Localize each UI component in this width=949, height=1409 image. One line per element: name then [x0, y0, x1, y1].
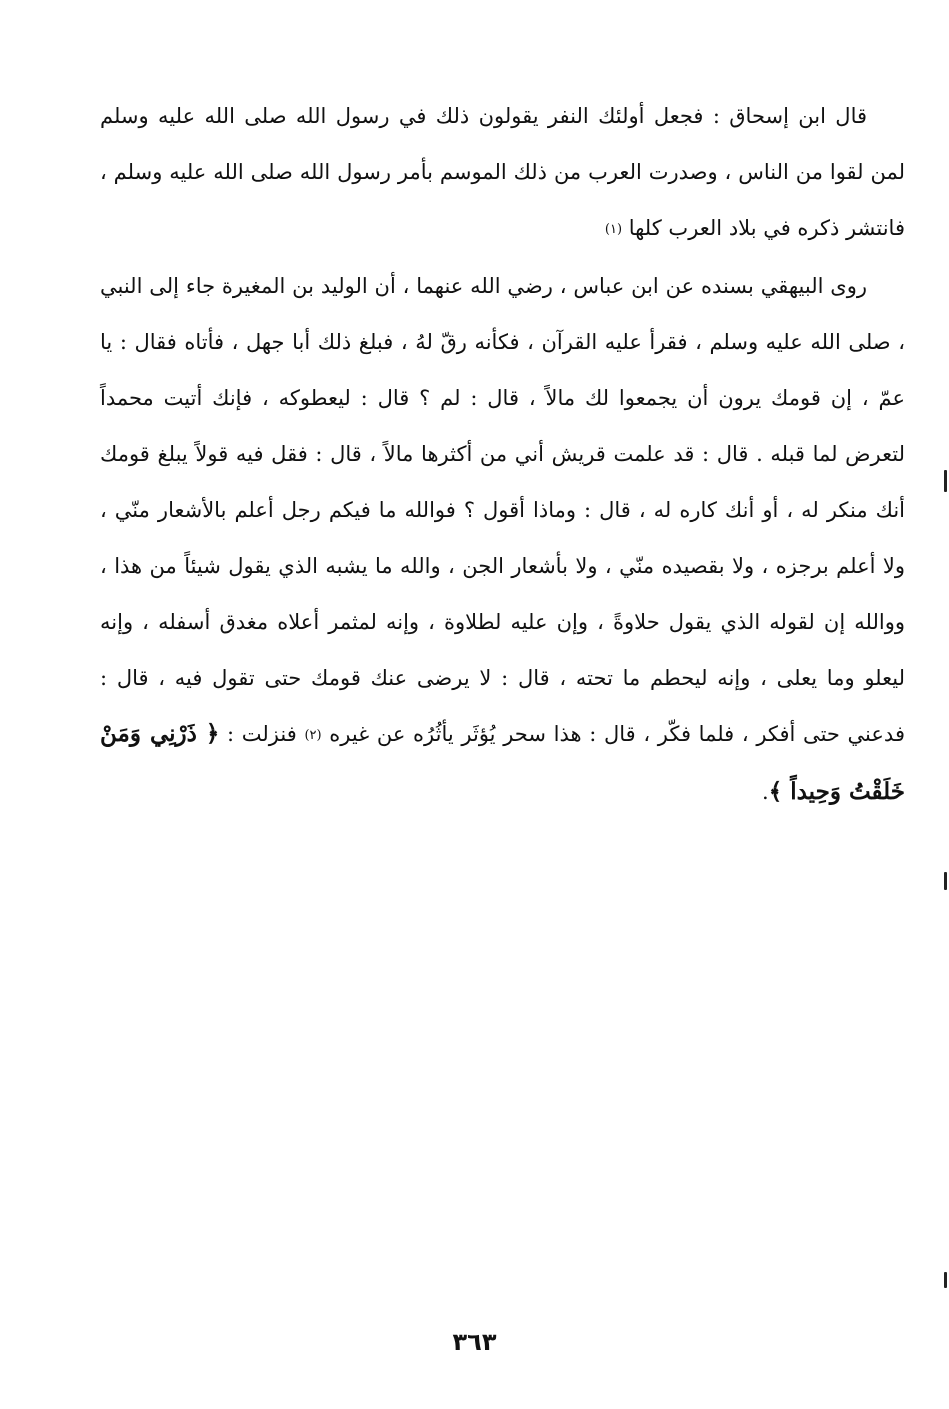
quran-verse: ﴿ ذَرْنِي وَمَنْ خَلَقْتُ وَحِيداً ﴾ [100, 720, 905, 805]
scan-speck [944, 1272, 947, 1288]
footnote-reference: (١) [604, 222, 623, 237]
scan-speck [944, 872, 947, 890]
paragraph-bayhaqi [100, 258, 905, 820]
paragraph-text: روى البيهقي بسنده عن ابن عباس ، رضي الله عنهما ، أن الوليد بن المغيرة جاء إلى النبي ، صلى الله عليه وسلم ، فقرأ عليه القرآن ، فكأنه رقّ لهُ ، فبلغ ذلك أبا جهل ، فأتاه فقال : يا عمّ ، إن قومك يرون أن يجمعوا لك مالاً ، قال : لم ؟ قال : ليعطوكه ، فإنك أتيت محمداً لتعرض لما قبله . قال : قد علمت قريش أني من أكثرها مالاً ، قال : فقل فيه قولاً يبلغ قومك أنك منكر له ، أو أنك كاره له ، قال : وماذا أقول ؟ فوالله ما فيكم رجل أعلم بالأشعار منّي ، ولا أعلم برجزه ، ولا بقصيده منّي ، ولا بأشعار الجن ، والله ما يشبه الذي يقول شيئاً من هذا ، ووالله إن لقوله الذي يقول حلاوةً ، وإن عليه لطلاوة ، وإنه لمثمر أعلاه مغدق أسفله ، وإنه ليعلو وما يعلى ، وإنه ليحطم ما تحته ، قال : لا يرضى عنك قومك حتى تقول فيه ، قال : فدعني حتى أفكر ، فلما فكّر ، قال : هذا سحر يُؤثَر يأثُرُه عن غيره [100, 274, 905, 746]
paragraph-ibn-ishaq [100, 88, 905, 258]
revelation-intro: فنزلت : [227, 722, 297, 746]
page-number: ٣٦٣ [452, 1328, 497, 1356]
scan-speck [944, 470, 947, 492]
body-text [100, 88, 905, 820]
sentence-end: . [762, 780, 769, 804]
footnote-reference: (٢) [304, 728, 322, 743]
paragraph-text: قال ابن إسحاق : فجعل أولئك النفر يقولون ذلك في رسول الله صلى الله عليه وسلم لمن لقوا من الناس ، وصدرت العرب من ذلك الموسم بأمر رسول الله صلى الله عليه وسلم ، فانتشر ذكره في بلاد العرب كلها [100, 104, 905, 240]
